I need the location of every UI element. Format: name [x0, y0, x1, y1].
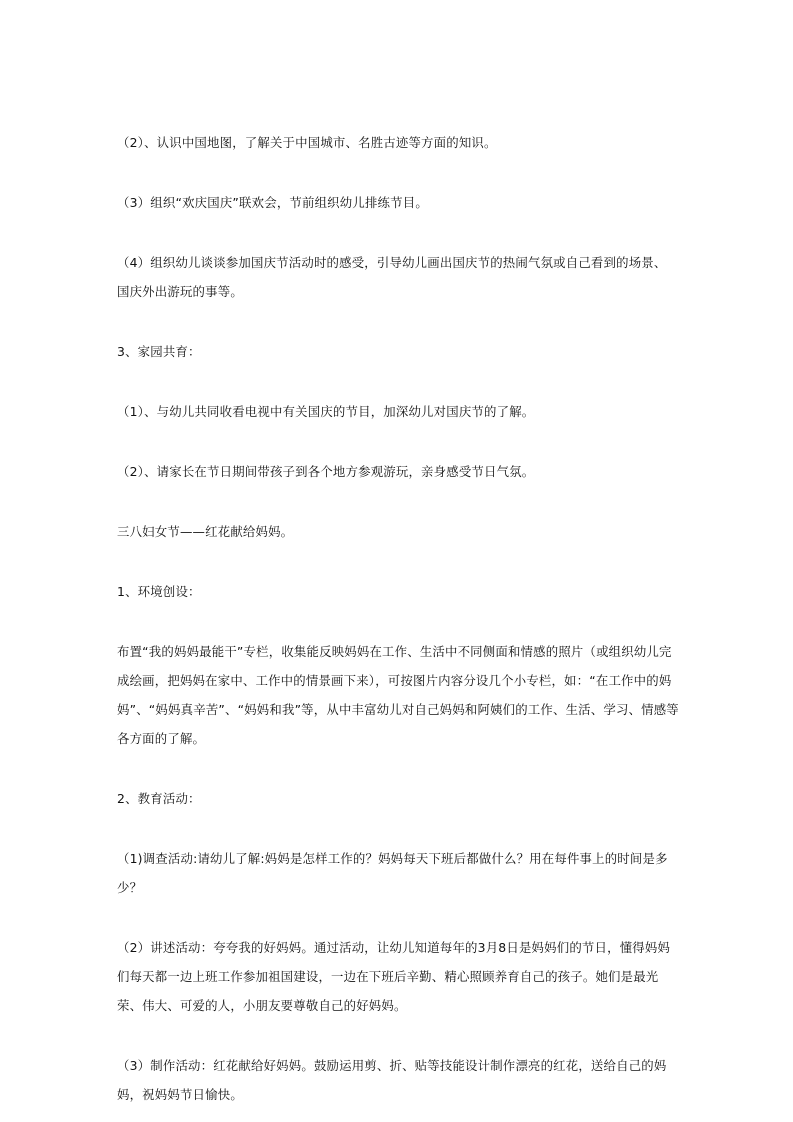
paragraph-mom-column: 布置“我的妈妈最能干”专栏，收集能反映妈妈在工作、生活中不同侧面和情感的照片（或组织幼儿完成绘画，把妈妈在家中、工作中的情景画下来），可按图片内容分设几个小专栏，如：“在工作中的妈妈”、“妈妈真辛苦”、“妈妈和我”等，从中丰富幼儿对自己妈妈和阿姨们的工作、生活、学习、情感等各方面的了解。: [117, 644, 679, 746]
paragraph-national-day-feelings: （4）组织幼儿谈谈参加国庆节活动时的感受，引导幼儿画出国庆节的热闹气氛或自己看到的场景、国庆外出游玩的事等。: [117, 255, 667, 299]
heading-home-school: 3、家园共育：: [117, 344, 201, 359]
paragraph-national-day-party: （3）组织“欢庆国庆”联欢会，节前组织幼儿排练节目。: [117, 195, 428, 210]
paragraph-craft-activity: （3）制作活动：红花献给好妈妈。鼓励运用剪、折、贴等技能设计制作漂亮的红花，送给自己的妈妈，祝妈妈节日愉快。: [117, 1058, 667, 1102]
paragraph-map-knowledge: （2）、认识中国地图，了解关于中国城市、名胜古迹等方面的知识。: [117, 135, 497, 150]
heading-education-activities: 2、教育活动：: [117, 791, 201, 806]
document-body: [117, 128, 679, 1109]
paragraph-story-activity: （2）讲述活动：夸夸我的好妈妈。通过活动，让幼儿知道每年的3月8日是妈妈们的节日，懂得妈妈们每天都一边上班工作参加祖国建设，一边在下班后辛勤、精心照顾养育自己的孩子。她们是最光荣、伟大、可爱的人，小朋友要尊敬自己的好妈妈。: [117, 940, 671, 1013]
paragraph-family-travel: （2）、请家长在节日期间带孩子到各个地方参观游玩，亲身感受节日气氛。: [117, 464, 535, 479]
paragraph-watch-tv: （1）、与幼儿共同收看电视中有关国庆的节目，加深幼儿对国庆节的了解。: [117, 404, 535, 419]
heading-womens-day: 三八妇女节——红花献给妈妈。: [117, 524, 294, 539]
heading-environment: 1、环境创设：: [117, 584, 201, 599]
paragraph-survey-activity: （1)调查活动:请幼儿了解:妈妈是怎样工作的？妈妈每天下班后都做什么？用在每件事上的时间是多少？: [117, 851, 668, 895]
